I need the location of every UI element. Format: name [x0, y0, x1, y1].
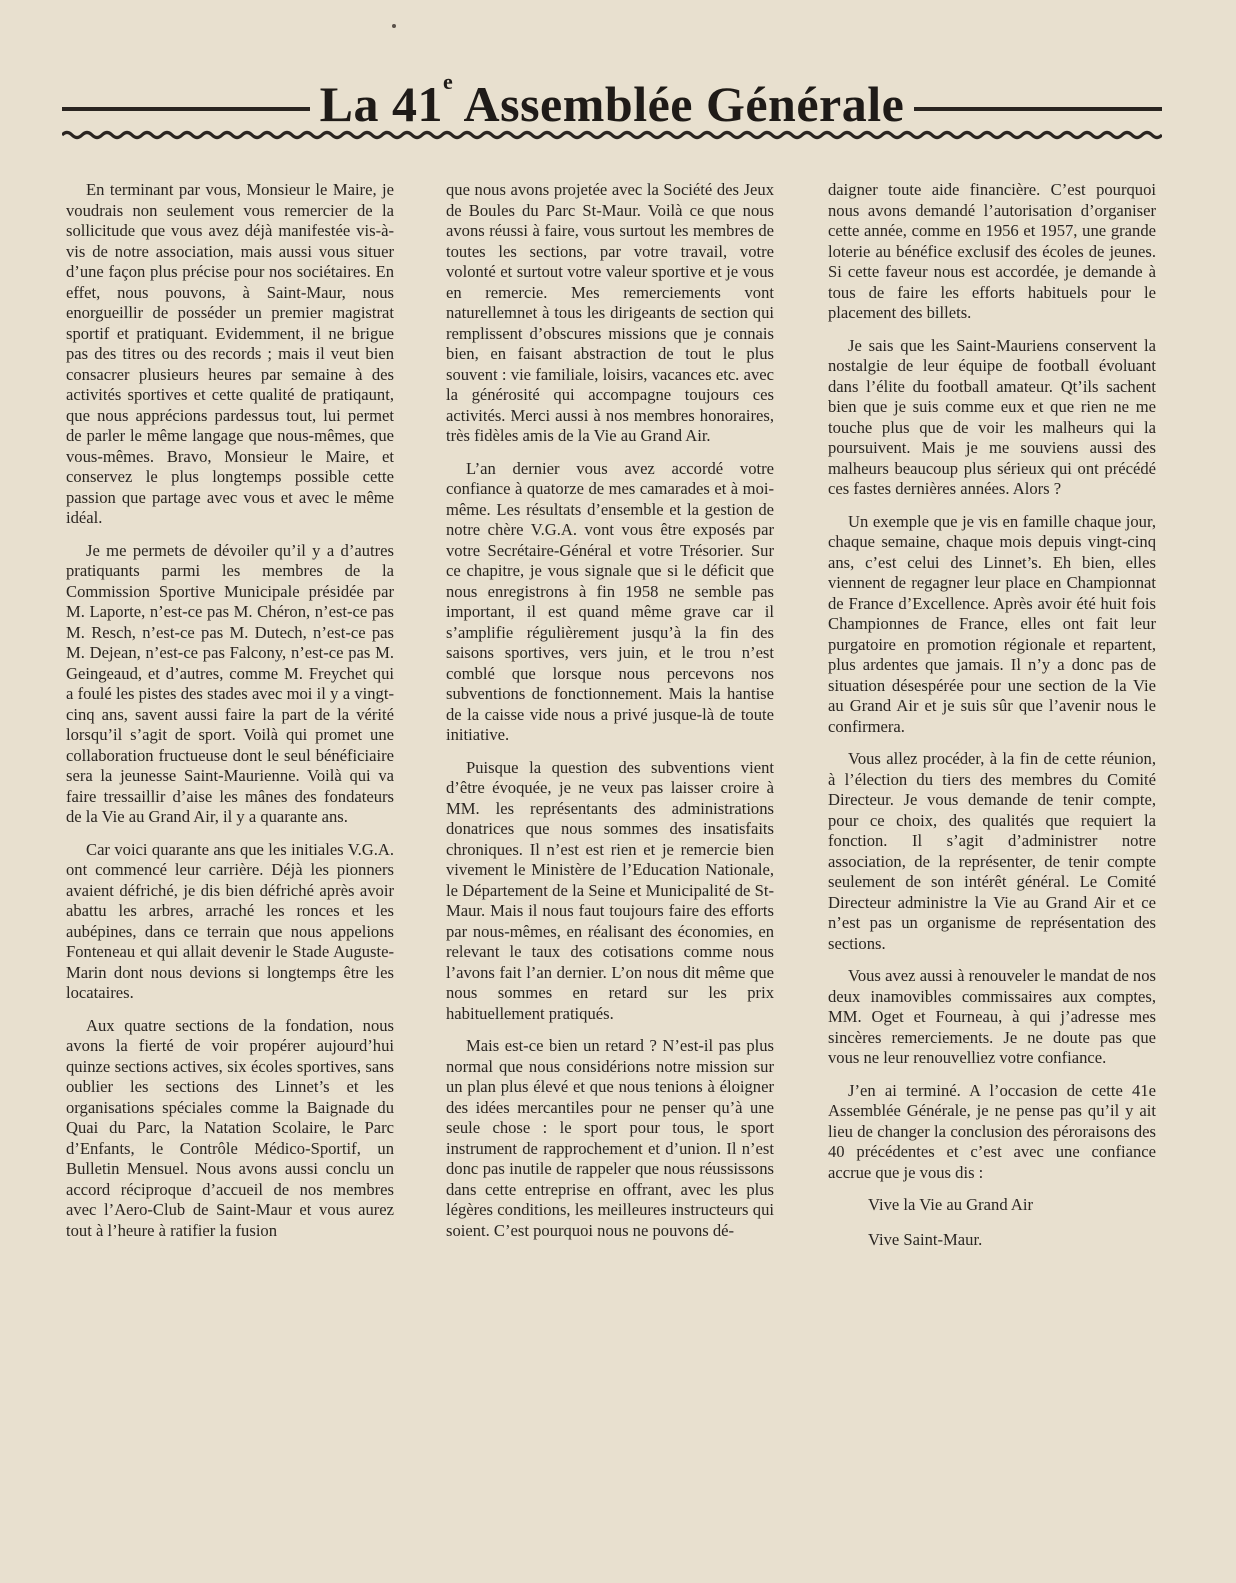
paragraph: Je sais que les Saint-Mauriens conservent la nostalgie de leur équipe de football évoluant dans l’élite du football amateur. Qt’ils sachent bien que je suis comme eux et que rien ne me touche plus que de voir les malheurs qui la poursuivent. Mais je me souviens aussi des malheurs beaucoup plus sérieux qui ont précédé ces fastes dernières années. Alors ? — [828, 335, 1156, 498]
headline-rule-left — [62, 107, 310, 111]
page-title — [310, 69, 915, 133]
paragraph: Puisque la question des subventions vient d’être évoquée, je ne veux pas laisser croire à MM. les représentants des administrations donatrices que nous sommes des insatisfaits chroniques. Il n’est est rien et je remercie bien vivement le Ministère de l’Education Nationale, le Département de la Seine et Municipalité de St-Maur. Mais il nous faut toujours faire des efforts par nous-mêmes, en réalisant des économies, en relevant le taux des cotisations comme nous l’avons fait l’an dernier. L’on nous dit même que nous sommes en retard sur les prix habituellement pratiqués. — [446, 757, 774, 1023]
headline-rule-right — [914, 107, 1162, 111]
paragraph: Vous allez procéder, à la fin de cette réunion, à l’élection du tiers des membres du Comité Directeur. Je vous demande de tenir compte, pour ce choix, des qualités que requiert la fonction. Il s’agit d’administrer notre association, de la représenter, de tenir compte seulement de son intérêt général. Le Comité Directeur administre la Vie au Grand Air et ce n’est pas un organisme de représentation des sections. — [828, 749, 1156, 953]
paragraph-continued: que nous avons projetée avec la Société des Jeux de Boules du Parc St-Maur. Voilà ce que nous avons réussi à faire, vous surtout les membres de toutes les sections, par votre travail, votre volonté et surtout votre valeur sportive et je vous en remercie. Mes remerciements vont naturellemnet à tous les dirigeants de section qui remplissent d’obscures missions que je connais bien, en faisant abstraction de tout le plus souvent : vie familiale, loisirs, vacances etc. avec la générosité qui accompagne toujours ces activités. Merci aussi à nos membres honoraires, très fidèles amis de la Vie au Grand Air. — [446, 180, 774, 445]
title-main: La 41 — [319, 76, 444, 132]
paragraph: En terminant par vous, Monsieur le Maire, je voudrais non seulement vous remercier de la sollicitude que vous avez déjà manifestée vis-à-vis de notre association, mais aussi vous situer d’une façon plus précise pour nos sociétaires. En effet, nous pouvons, à Saint-Maur, nous enorgueillir de posséder un premier magistrat sportif et pratiquant. Evidemment, il ne brigue pas des titres ou des records ; mais il veut bien consacrer plusieurs heures par semaine à des activités sportives et cette qualité de pratiqaunt, que nous apprécions pardessus tout, lui permet de parler le même langage que nous-mêmes, que vous-mêmes. Bravo, Monsieur le Maire, et conservez le plus longtemps possible cette passion que partage avec vous et avec le même idéal. — [66, 180, 394, 527]
column-1 — [66, 180, 394, 1253]
title-rest: Assemblée Générale — [453, 76, 905, 132]
print-dot — [392, 24, 396, 28]
wavy-rule — [62, 128, 1162, 142]
closing-line: Vive la Vie au Grand Air — [868, 1195, 1033, 1214]
paragraph: Car voici quarante ans que les initiales V.G.A. ont commencé leur carrière. Déjà les pionners avaient défriché, je dis bien défriché après avoir abattu les arbres, arraché les ronces et les aubépines, dans ce terrain que nous appelions Fonteneau et qui allait devenir le Stade Auguste-Marin dont nous devions si longtemps être les locataires. — [66, 839, 394, 1002]
paragraph: Aux quatre sections de la fondation, nous avons la fierté de voir propérer aujourd’hui quinze sections actives, six écoles sportives, sans oublier les sections des Linnet’s et les organisations spéciales comme la Baignade du Quai du Parc, la Natation Scolaire, le Parc d’Enfants, le Contrôle Médico-Sportif, un Bulletin Mensuel. Nous avons aussi conclu un accord réciproque d’accueil de nos membres avec l’Aero-Club de Saint-Maur et vous aurez tout à l’heure à ratifier la fusion — [66, 1015, 394, 1240]
closing-line: Vive Saint-Maur. — [868, 1229, 983, 1249]
title-superscript: e — [443, 69, 454, 94]
paragraph: Un exemple que je vis en famille chaque jour, chaque semaine, chaque mois depuis vingt-cinq ans, c’est celui des Linnet’s. Eh bien, elles viennent de regagner leur place en Championnat de France d’Excellence. Après avoir été huit fois Championnes de France, elles ont fait leur purgatoire en promotion régionale et repartent, plus ardentes que jamais. Il n’y a donc pas de situation désespérée pour une section de la Vie au Grand Air et je suis sûr que l’avenir nous le confirmera. — [828, 511, 1156, 736]
paragraph: Je me permets de dévoiler qu’il y a d’autres pratiquants parmi les membres de la Commission Sportive Municipale présidée par M. Laporte, n’est-ce pas M. Chéron, n’est-ce pas M. Resch, n’est-ce pas M. Dutech, n’est-ce pas M. Dejean, n’est-ce pas Falcony, n’est-ce pas M. Geingeaud, et d’autres, comme M. Freychet qui a foulé les pistes des stades avec moi il y a vingt-cinq ans, savent aussi faire la part de la vérité lorsqu’il s’agit de sport. Voilà qui promet une collaboration fructueuse dont le seul bénéficiaire sera la jeunesse Saint-Maurienne. Voilà qui va faire tressaillir d’aise les mânes des fondateurs de la Vie au Grand Air, il y a quarante ans. — [66, 540, 394, 826]
headline-row — [62, 69, 1162, 136]
paragraph: L’an dernier vous avez accordé votre confiance à quatorze de mes camarades et à moi-même. Les résultats d’ensemble et la gestion de notre chère V.G.A. vont vous être exposés par votre Secrétaire-Général et votre Trésorier. Sur ce chapitre, je vous signale que si le déficit que nous enregistrons à fin 1958 ne semble pas important, il est quand même grave car il s’amplifie régulièrement jusqu’à la fin des saisons sportives, vers juin, et le trou n’est comblé que lorsque nous percevons nos subventions de fonctionnement. Mais la hantise de la caisse vide nous a privé jusque-là de toute initiative. — [446, 458, 774, 744]
paragraph: Vous avez aussi à renouveler le mandat de nos deux inamovibles commissaires aux comptes, MM. Oget et Fourneau, à qui j’adresse mes sincères remerciements. Je ne doute pas que vous ne leur renouvelliez votre confiance. — [828, 966, 1156, 1067]
paragraph-continued: daigner toute aide financière. C’est pourquoi nous avons demandé l’autorisation d’organiser cette année, comme en 1956 et 1957, une grande loterie au bénéfice exclusif des écoles de jeunes. Si cette faveur nous est accordée, je demande à tous de faire les efforts habituels pour le placement des billets. — [828, 180, 1156, 322]
paragraph: J’en ai terminé. A l’occasion de cette 41e Assemblée Générale, je ne pense pas qu’il y ait lieu de changer la conclusion des péroraisons des 40 précédentes et c’est avec une confiance accrue que je vous dis : — [828, 1080, 1156, 1182]
column-3 — [828, 180, 1156, 1262]
column-2 — [446, 180, 774, 1253]
paragraph: Mais est-ce bien un retard ? N’est-il pas plus normal que nous considérions notre mission sur un plan plus élevé et que nous tenions à éloigner des idées mercantiles pour ne penser qu’à une seule chose : le sport pour tous, le sport instrument de rapprochement et d’union. Il n’est donc pas inutile de rappeler que nous réussissons dans cette entreprise en offrant, avec les plus légères conditions, les meilleures instructeurs qui soient. C’est pourquoi nous ne pouvons dé- — [446, 1036, 774, 1240]
